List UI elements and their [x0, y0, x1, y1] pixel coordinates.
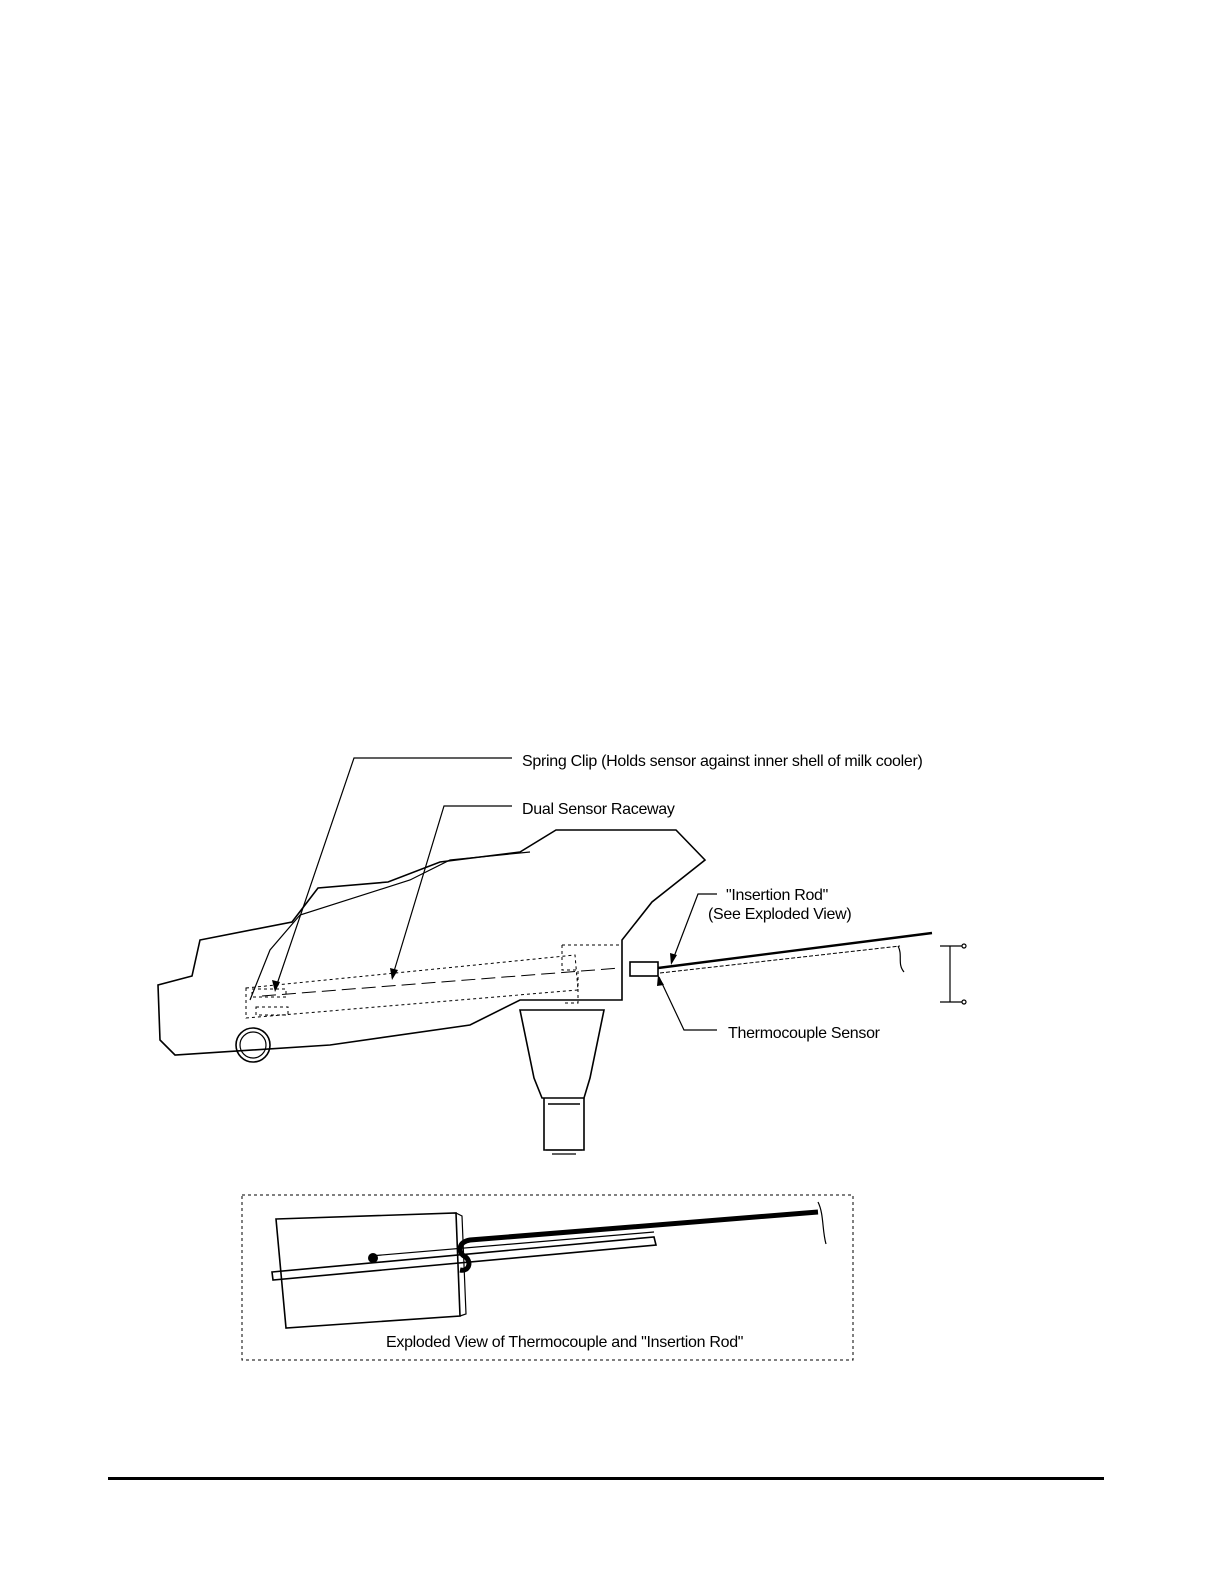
dimension-dot-bottom — [962, 1000, 966, 1004]
insertion-rod-inner — [660, 946, 900, 973]
see-exploded-view-label: (See Exploded View) — [708, 906, 852, 923]
insertion-rod-label: "Insertion Rod" — [726, 887, 829, 904]
outlet-nozzle-base — [546, 1150, 582, 1154]
dimension-dot-top — [962, 944, 966, 948]
sensor-sleeve — [630, 962, 658, 976]
outlet-nozzle — [544, 1098, 584, 1150]
spring-clip-leader — [275, 758, 512, 990]
drain-fitting-inner — [240, 1032, 266, 1058]
insertion-rod-leader — [672, 894, 717, 962]
inner-shell-line — [250, 852, 530, 1000]
lead-end — [818, 1202, 826, 1244]
sensor-plate — [276, 1213, 460, 1328]
thermocouple-leader — [659, 977, 717, 1030]
exploded-view-caption: Exploded View of Thermocouple and "Insertion Rod" — [386, 1334, 744, 1351]
raceway-centerline — [262, 968, 620, 996]
spring-clip-lower — [256, 1007, 288, 1015]
sensor-raceway-outline — [246, 955, 578, 1018]
cooler-body-outline — [158, 830, 705, 1055]
dual-sensor-raceway-label: Dual Sensor Raceway — [522, 801, 675, 818]
insertion-rod-tip — [898, 946, 904, 972]
dimension-marker — [940, 946, 962, 1002]
insertion-rod-arrow — [670, 953, 677, 965]
outlet-cone — [520, 1010, 604, 1098]
insertion-rod — [658, 933, 932, 968]
spring-clip-label: Spring Clip (Holds sensor against inner shell of milk cooler) — [522, 753, 923, 770]
raceway-arrow — [390, 968, 398, 980]
raceway-housing-hidden — [562, 945, 622, 1003]
thermocouple-bead — [368, 1253, 378, 1263]
thermocouple-arrow — [657, 975, 664, 986]
thermocouple-lead — [460, 1212, 818, 1270]
footer-rule — [108, 1477, 1104, 1480]
raceway-leader — [392, 806, 512, 978]
drain-fitting-outer — [236, 1028, 270, 1062]
spring-clip-arrow — [272, 980, 280, 992]
thermocouple-sensor-label: Thermocouple Sensor — [728, 1025, 880, 1042]
